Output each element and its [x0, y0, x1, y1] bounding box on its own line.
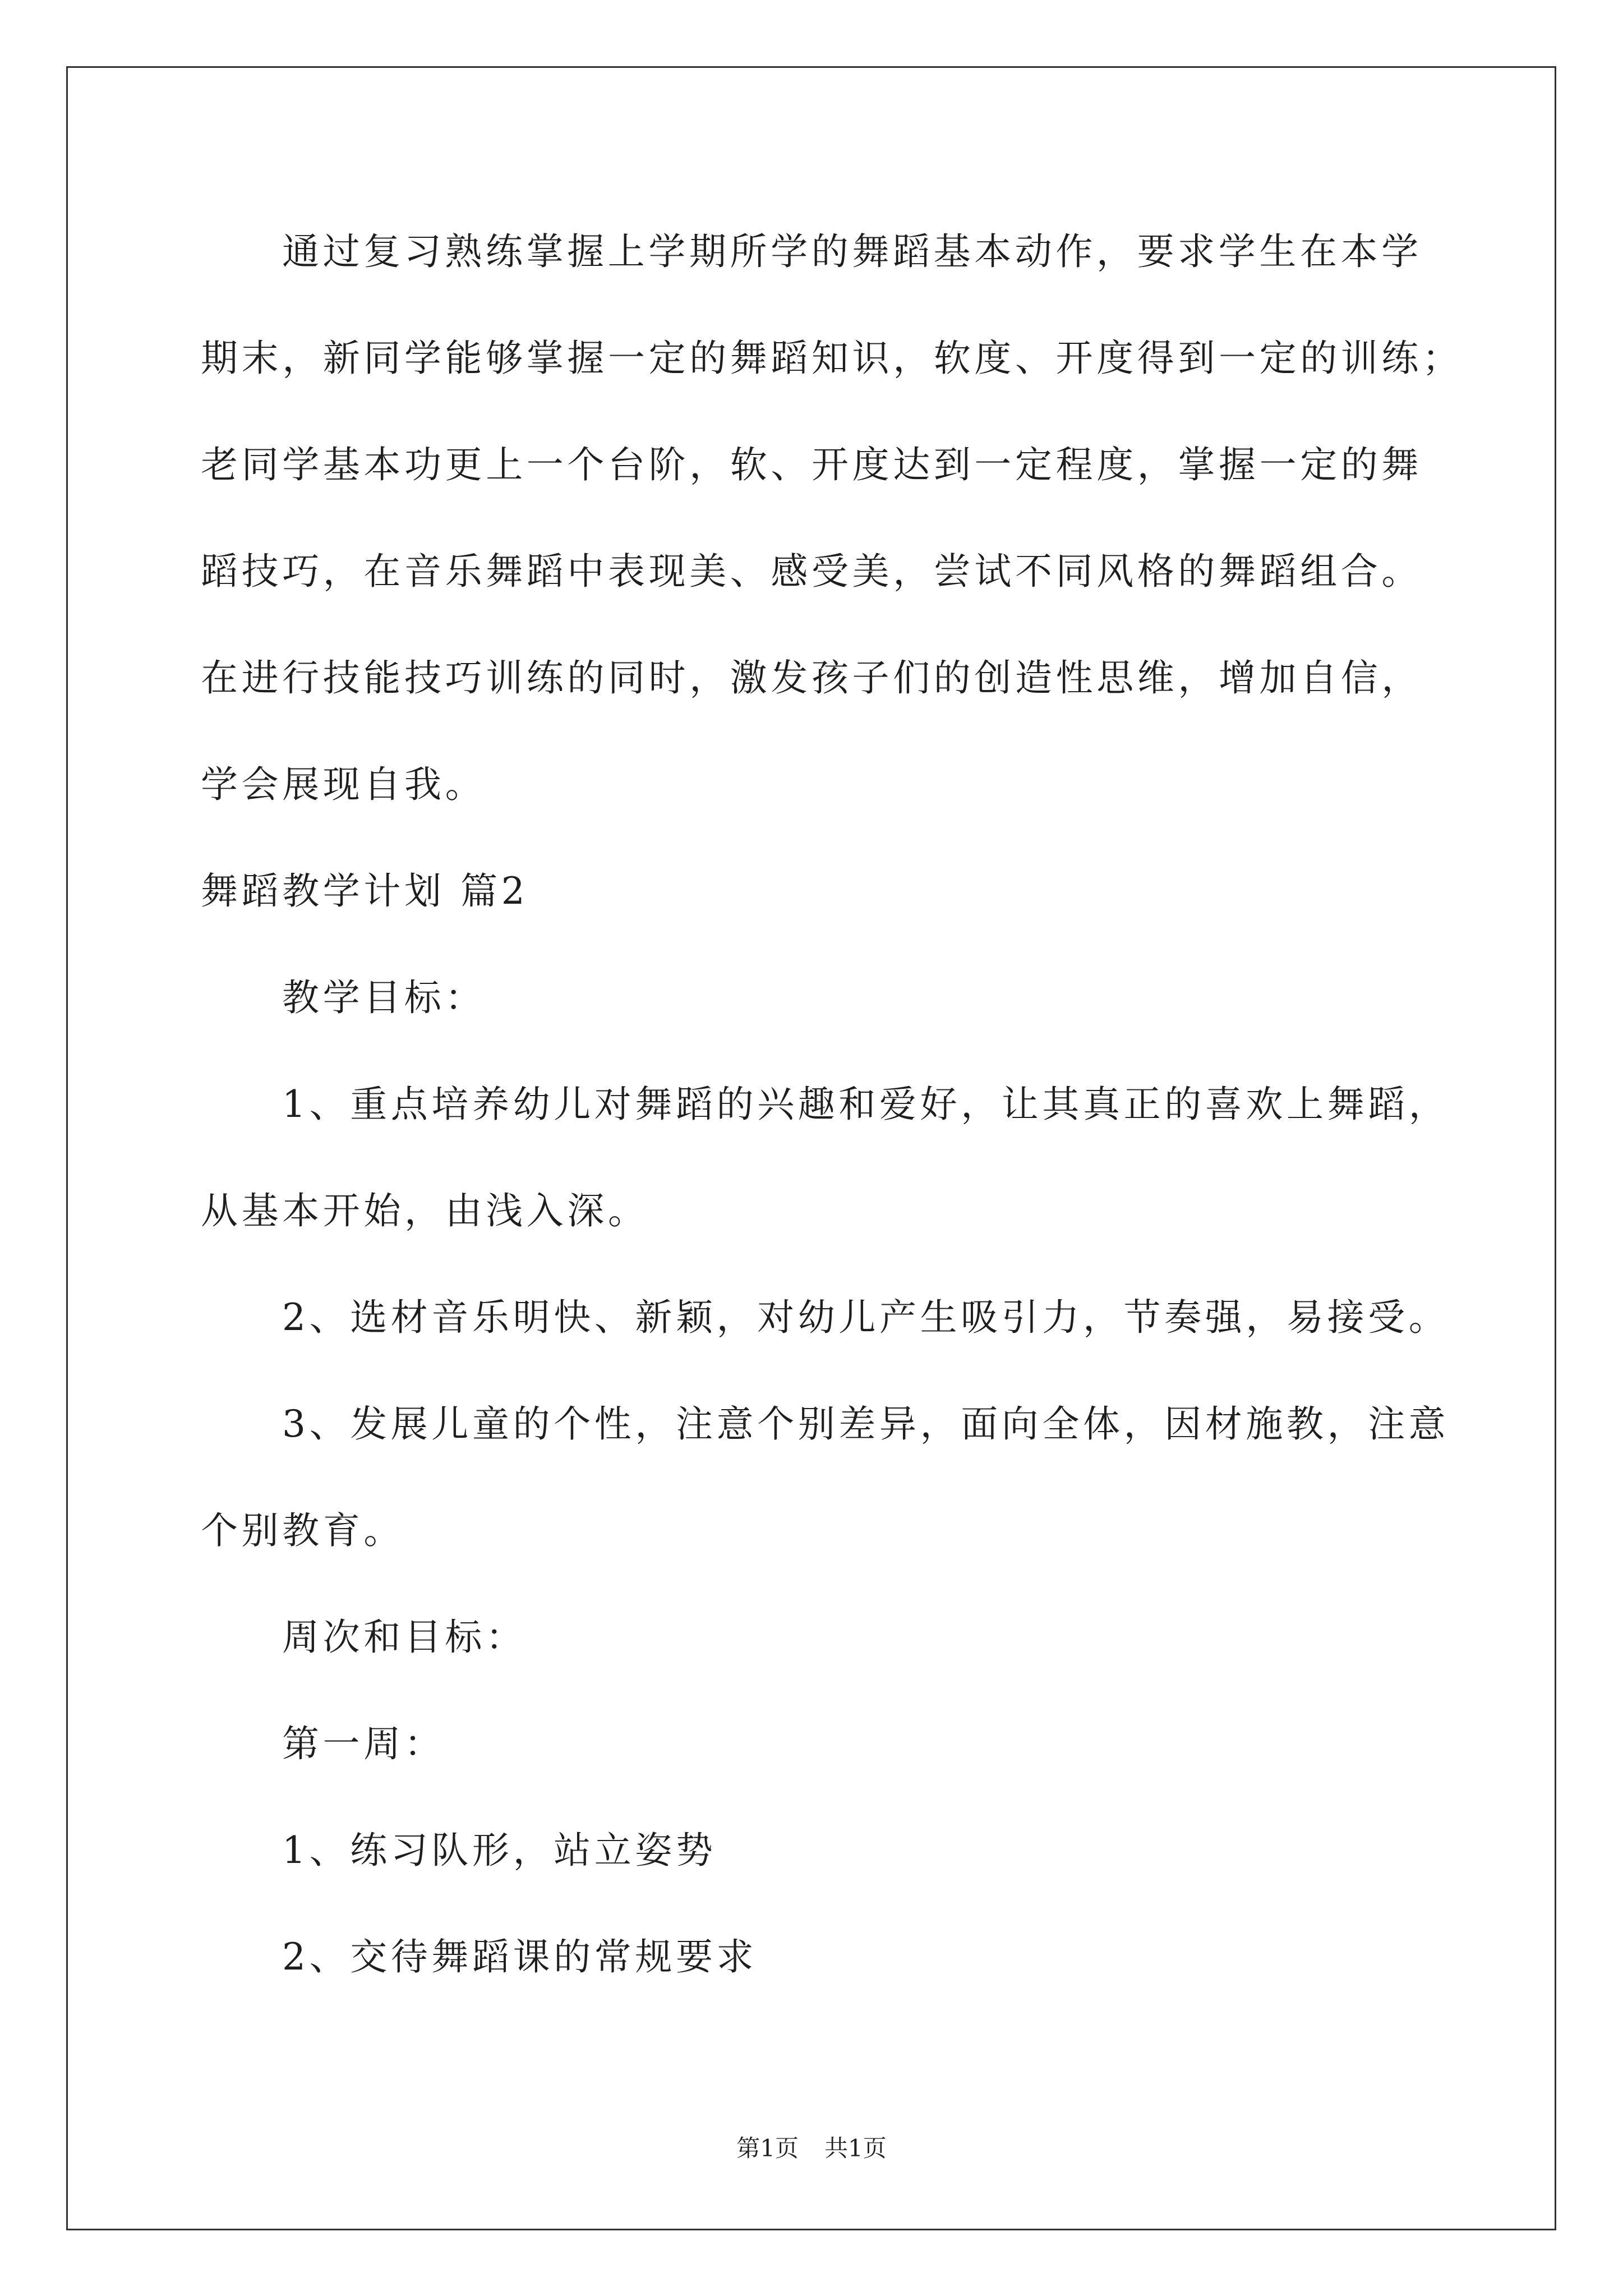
- goal-item-line: 个别教育。: [201, 1509, 404, 1552]
- page-footer: [0, 2133, 1623, 2164]
- intro-paragraph-line: 在进行技能技巧训练的同时，激发孩子们的创造性思维，增加自信，: [201, 656, 1422, 700]
- intro-paragraph-line: 老同学基本功更上一个台阶，软、开度达到一定程度，掌握一定的舞: [201, 443, 1422, 486]
- section-heading: 舞蹈教学计划 篇2: [201, 869, 529, 913]
- goal-item-line: 2、选材音乐明快、新颖，对幼儿产生吸引力，节奏强，易接受。: [282, 1296, 1450, 1339]
- goal-item-line: 3、发展儿童的个性，注意个别差异，面向全体，因材施教，注意: [282, 1402, 1450, 1446]
- week-label: 第一周：: [282, 1722, 445, 1765]
- page-number-total: 共1页: [824, 2134, 887, 2162]
- goal-item-line: 从基本开始，由浅入深。: [201, 1189, 649, 1232]
- document-body: [201, 199, 1491, 2010]
- week-task-item: 1、练习队形，站立姿势: [282, 1829, 717, 1872]
- intro-paragraph-line: 期末，新同学能够掌握一定的舞蹈知识，软度、开度得到一定的训练；: [201, 337, 1463, 380]
- weekly-goals-label: 周次和目标：: [282, 1616, 527, 1659]
- page-number-current: 第1页: [736, 2134, 799, 2162]
- intro-paragraph-line: 蹈技巧，在音乐舞蹈中表现美、感受美，尝试不同风格的舞蹈组合。: [201, 550, 1422, 593]
- goal-item-line: 1、重点培养幼儿对舞蹈的兴趣和爱好，让其真正的喜欢上舞蹈，: [282, 1083, 1450, 1126]
- intro-paragraph-line: 学会展现自我。: [201, 763, 486, 806]
- teaching-goals-label: 教学目标：: [282, 976, 486, 1019]
- week-task-item: 2、交待舞蹈课的常规要求: [282, 1935, 758, 1978]
- intro-paragraph-line: 通过复习熟练掌握上学期所学的舞蹈基本动作，要求学生在本学: [282, 230, 1422, 273]
